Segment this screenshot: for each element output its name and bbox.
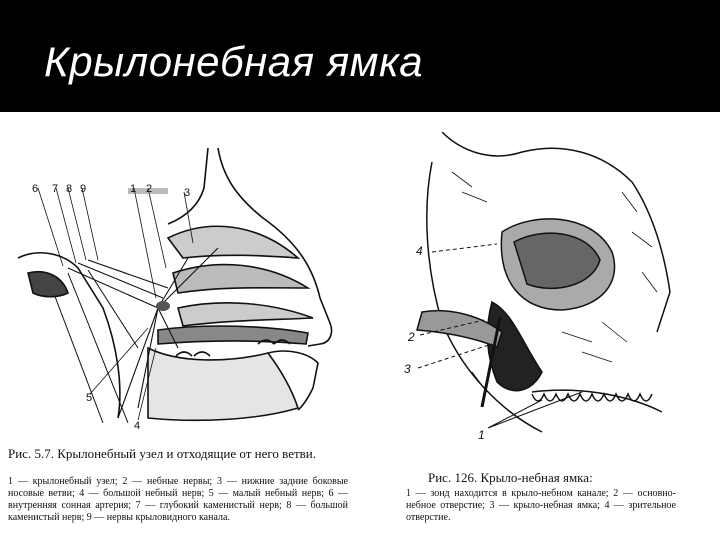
right-label-2: 2	[408, 330, 415, 344]
left-caption-body: 1 — крылонебный узел; 2 — небные нервы; 3 — нижние задние боковые носовые ветви; 4 — большой небный нерв; 5 — малый небный нерв; 6 — внутренняя сонная артерия; 7 — глубокий каменистый нерв; 8 — большой каменистый нерв; 9 — нервы крыловидного канала.	[8, 476, 348, 523]
left-label-2: 2	[146, 183, 153, 195]
right-caption-body: 1 — зонд находится в крыло-небном канале; 2 — основно-небное отверстие; 3 — крыло-небная ямка; 4 — зрительное отверстие.	[406, 488, 676, 523]
left-label-5: 5	[86, 392, 93, 404]
left-label-7: 7	[52, 183, 59, 195]
title-bar	[0, 0, 720, 112]
left-label-3: 3	[184, 187, 191, 199]
right-label-1: 1	[478, 428, 485, 442]
pterygopalatine-fossa-illustration	[402, 132, 678, 450]
pterygopalatine-ganglion-illustration	[8, 148, 348, 434]
slide-title: Крылонебная ямка	[44, 38, 424, 85]
left-label-4: 4	[134, 420, 141, 432]
right-caption-title: Рис. 126. Крыло-небная ямка:	[428, 470, 593, 485]
left-caption-title: Рис. 5.7. Крылонебный узел и отходящие от него ветви.	[8, 446, 317, 461]
left-label-8: 8	[66, 183, 73, 195]
right-label-3: 3	[404, 362, 411, 376]
left-label-6: 6	[32, 183, 39, 195]
left-label-1: 1	[130, 183, 137, 195]
left-label-9: 9	[80, 183, 87, 195]
right-label-4: 4	[416, 244, 423, 258]
